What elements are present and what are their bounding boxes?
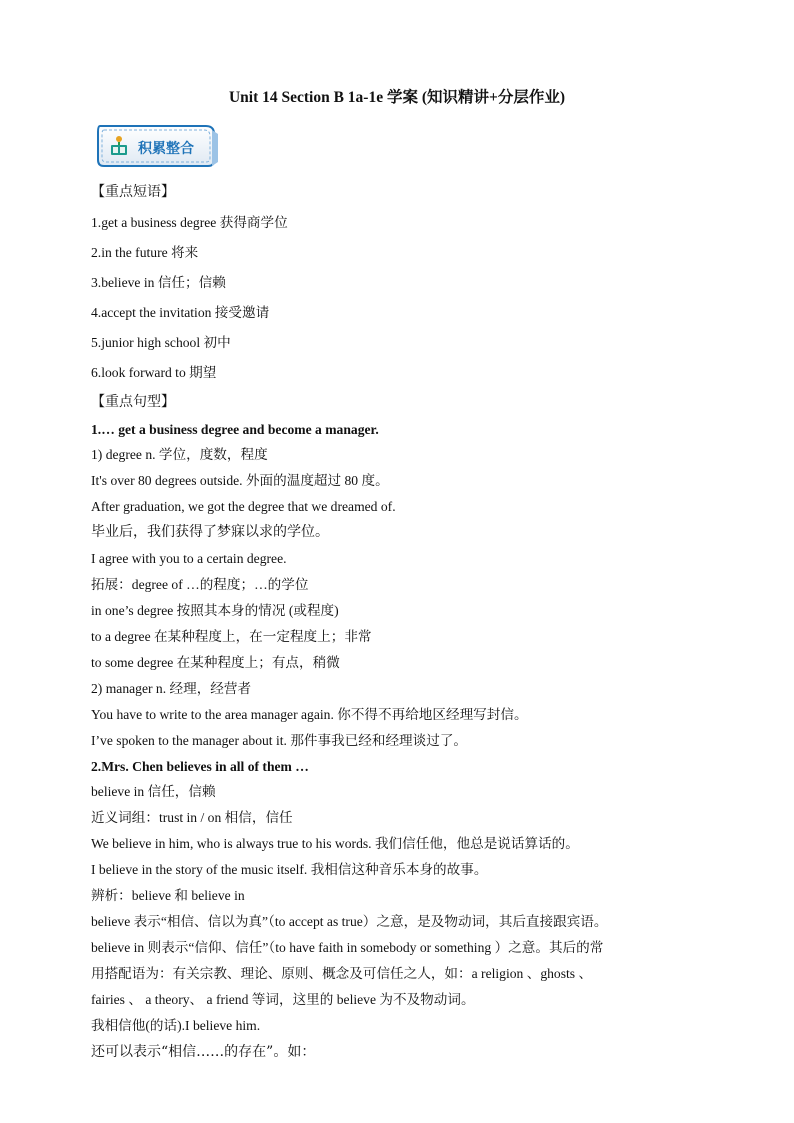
text-line: 辨析：believe 和 believe in [91,888,245,903]
text-line: 还可以表示“相信……的存在”。如： [91,1044,316,1060]
text-line: believe 表示“相信、信以为真”（to accept as true）之意，是及物动词，其后直接跟宾语。 [91,914,608,929]
text-line: 1) degree n. 学位，度数，程度 [91,447,268,462]
text-line: 我相信他(的话).I believe him. [91,1018,261,1033]
sentence-heading: 2.Mrs. Chen believes in all of them … [91,759,309,774]
text-line: It's over 80 degrees outside. 外面的温度超过 80 度。 [91,473,389,488]
text-line: 近义词组：trust in / on 相信，信任 [91,810,293,825]
text-line: I believe in the story of the music itself. 我相信这种音乐本身的故事。 [91,862,488,877]
text-line: 毕业后，我们获得了梦寐以求的学位。 [91,524,329,540]
phrase-item: 2.in the future 将来 [91,245,199,260]
sentence-heading: 1.… get a business degree and become a manager. [91,422,379,437]
text-line: We believe in him, who is always true to his words. 我们信任他，他总是说话算话的。 [91,836,579,851]
text-line: 用搭配语为：有关宗教、理论、原则、概念及可信任之人，如：a religion 、ghosts 、 [91,966,593,981]
page-title: Unit 14 Section B 1a-1e 学案 (知识精讲+分层作业) [228,89,566,106]
book-icon [108,134,130,158]
phrase-item: 4.accept the invitation 接受邀请 [91,305,270,320]
text-line: 拓展：degree of …的程度；…的学位 [91,577,309,592]
text-line: to some degree 在某种程度上；有点，稍微 [91,655,340,670]
section-heading-sentences: 【重点句型】 [91,394,175,410]
text-line: in one’s degree 按照其本身的情况 (或程度) [91,603,339,618]
text-line: believe in 则表示“信仰、信任”（to have faith in somebody or something ）之意。其后的常 [91,940,604,955]
text-line: After graduation, we got the degree that we dreamed of. [91,499,396,514]
section-heading-phrases: 【重点短语】 [91,184,175,200]
text-line: 2) manager n. 经理，经营者 [91,681,252,696]
phrase-item: 5.junior high school 初中 [91,335,231,350]
text-line: I agree with you to a certain degree. [91,551,287,566]
text-line: fairies 、 a theory、 a friend 等词，这里的 believe 为不及物动词。 [91,992,475,1007]
text-line: believe in 信任，信赖 [91,784,216,799]
text-line: I’ve spoken to the manager about it. 那件事我已经和经理谈过了。 [91,733,468,748]
section-badge [94,122,218,170]
phrase-item: 3.believe in 信任；信赖 [91,275,226,290]
text-line: to a degree 在某种程度上，在一定程度上；非常 [91,629,372,644]
badge-label: 积累整合 [138,141,194,157]
phrase-item: 6.look forward to 期望 [91,365,217,380]
phrase-item: 1.get a business degree 获得商学位 [91,215,288,230]
text-line: You have to write to the area manager again. 你不得不再给地区经理写封信。 [91,707,528,722]
